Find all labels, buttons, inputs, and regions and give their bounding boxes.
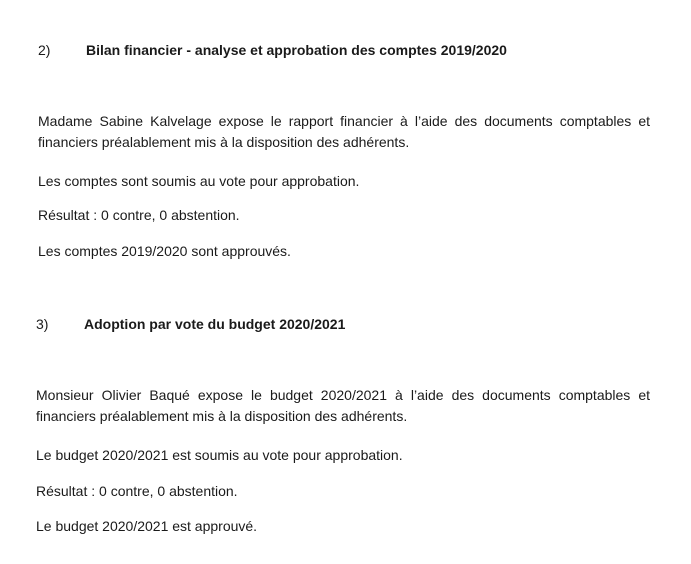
- section-title: Bilan financier - analyse et approbation des comptes 2019/2020: [86, 42, 507, 58]
- section-line: Résultat : 0 contre, 0 abstention.: [38, 207, 240, 223]
- section-line: Le budget 2020/2021 est soumis au vote pour approbation.: [36, 447, 403, 463]
- section-line: Les comptes sont soumis au vote pour approbation.: [38, 173, 360, 189]
- section-line: Résultat : 0 contre, 0 abstention.: [36, 483, 238, 499]
- section-number: 3): [36, 316, 49, 332]
- section-paragraph: Monsieur Olivier Baqué expose le budget 2020/2021 à l’aide des documents comptables et financiers préalablement mis à la disposition des adhérents.: [36, 387, 650, 424]
- section-paragraph: Madame Sabine Kalvelage expose le rapport financier à l’aide des documents comptables et financiers préalablement mis à la disposition des adhérents.: [38, 113, 650, 150]
- section-line: Le budget 2020/2021 est approuvé.: [36, 518, 258, 534]
- section-number: 2): [38, 42, 51, 58]
- section-title: Adoption par vote du budget 2020/2021: [84, 316, 346, 332]
- section-line: Les comptes 2019/2020 sont approuvés.: [38, 243, 291, 259]
